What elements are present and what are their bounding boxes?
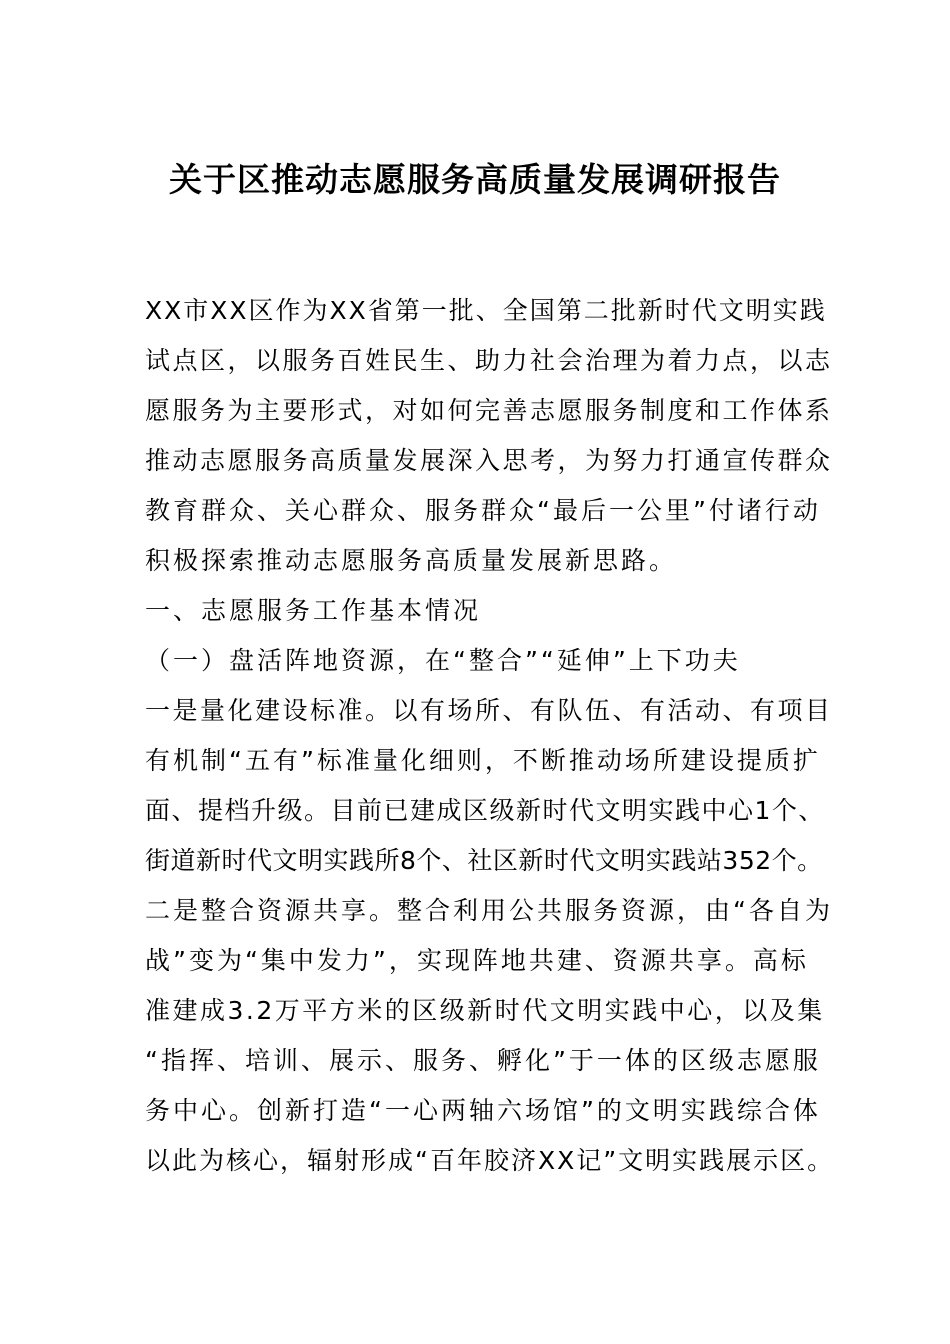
- body-line: “指挥、培训、展示、服务、孵化”于一体的区级志愿服: [145, 1046, 821, 1075]
- body-line: 街道新时代文明实践所8个、社区新时代文明实践站352个。: [145, 846, 823, 875]
- body-line: 以此为核心，辐射形成“百年胶济XX记”文明实践展示区。: [145, 1146, 835, 1175]
- body-line: 战”变为“集中发力”，实现阵地共建、资源共享。高标: [145, 946, 809, 975]
- body-line: XX市XX区作为XX省第一批、全国第二批新时代文明实践: [145, 296, 827, 325]
- body-line: 有机制“五有”标准量化细则，不断推动场所建设提质扩: [145, 746, 821, 775]
- section-heading: 一、志愿服务工作基本情况: [145, 596, 482, 625]
- document-body: [145, 286, 835, 1186]
- body-line: 试点区，以服务百姓民生、助力社会治理为着力点，以志: [145, 346, 833, 375]
- body-line: 准建成3.2万平方米的区级新时代文明实践中心，以及集: [145, 996, 825, 1025]
- body-line: 教育群众、关心群众、服务群众“最后一公里”付诸行动: [145, 496, 821, 525]
- body-line: 一是量化建设标准。以有场所、有队伍、有活动、有项目: [145, 696, 833, 725]
- body-line: 积极探索推动志愿服务高质量发展新思路。: [145, 546, 678, 575]
- body-line: 务中心。创新打造“一心两轴六场馆”的文明实践综合体: [145, 1096, 821, 1125]
- subsection-heading: （一）盘活阵地资源，在“整合”“延伸”上下功夫: [145, 646, 741, 675]
- body-line: 推动志愿服务高质量发展深入思考，为努力打通宣传群众: [145, 446, 833, 475]
- body-line: 二是整合资源共享。整合利用公共服务资源，由“各自为: [145, 896, 833, 925]
- document-title: 关于区推动志愿服务高质量发展调研报告: [169, 160, 781, 199]
- body-line: 面、提档升级。目前已建成区级新时代文明实践中心1个、: [145, 796, 825, 825]
- body-line: 愿服务为主要形式，对如何完善志愿服务制度和工作体系: [145, 396, 833, 425]
